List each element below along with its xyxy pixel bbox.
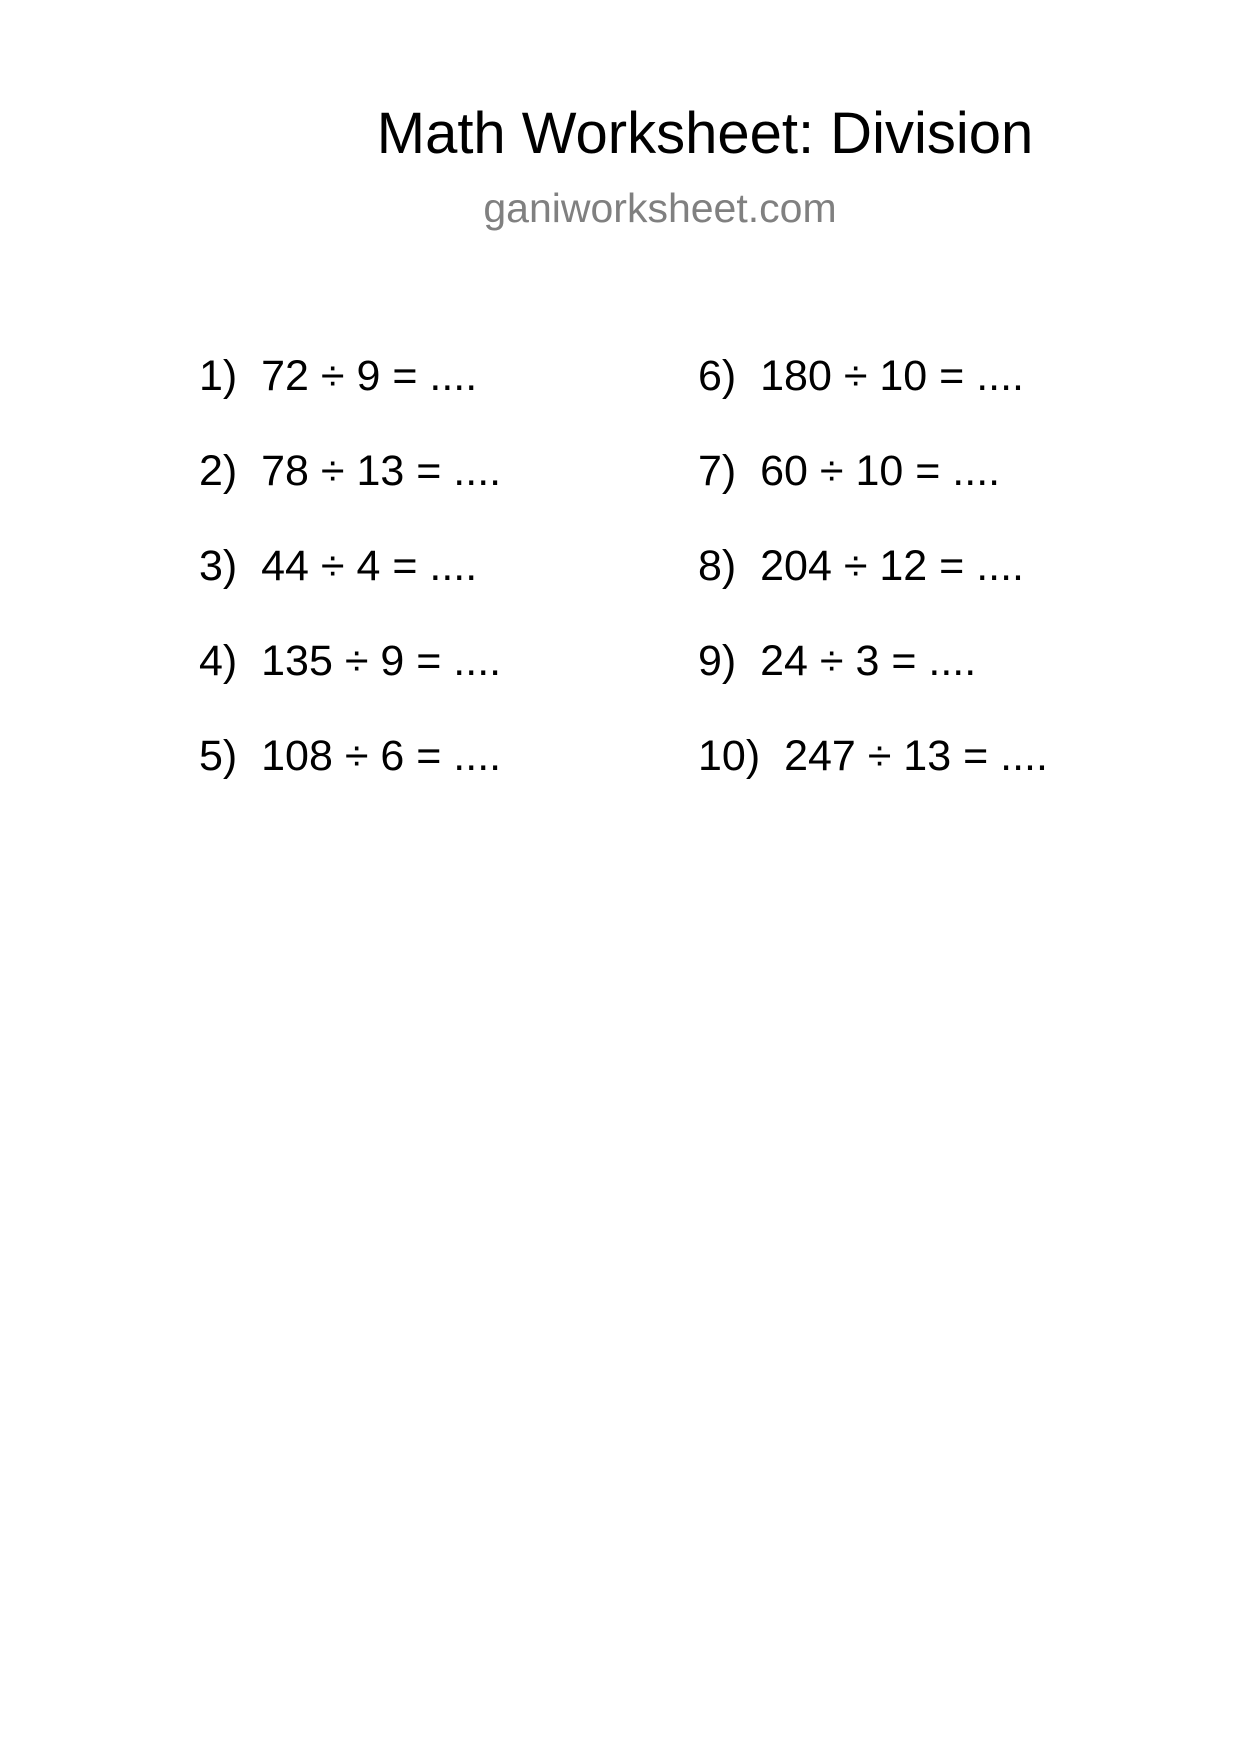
problem-expression: 247 ÷ 13 = .... xyxy=(784,732,1048,780)
problem-item xyxy=(698,730,1048,825)
worksheet-title: Math Worksheet: Division xyxy=(376,101,1034,166)
problem-item xyxy=(199,445,501,540)
problem-number: 4) xyxy=(199,637,238,685)
problem-number: 7) xyxy=(698,447,737,495)
problem-expression: 24 ÷ 3 = .... xyxy=(760,637,977,685)
problem-number: 8) xyxy=(698,542,737,590)
problem-number: 3) xyxy=(199,542,238,590)
problem-item xyxy=(199,635,501,730)
problem-number: 2) xyxy=(199,447,238,495)
problem-expression: 72 ÷ 9 = .... xyxy=(261,352,478,400)
problems-right-column xyxy=(698,350,1048,825)
problem-item xyxy=(199,540,501,635)
problem-number: 10) xyxy=(698,732,761,780)
problem-expression: 135 ÷ 9 = .... xyxy=(261,637,502,685)
problem-expression: 108 ÷ 6 = .... xyxy=(261,732,502,780)
problem-number: 6) xyxy=(698,352,737,400)
problem-item xyxy=(698,445,1048,540)
problem-expression: 180 ÷ 10 = .... xyxy=(760,352,1024,400)
problem-item xyxy=(698,635,1048,730)
problem-item xyxy=(698,540,1048,635)
problem-number: 9) xyxy=(698,637,737,685)
problem-item xyxy=(199,730,501,825)
problem-expression: 44 ÷ 4 = .... xyxy=(261,542,478,590)
problem-expression: 204 ÷ 12 = .... xyxy=(760,542,1024,590)
problems-left-column xyxy=(199,350,501,825)
problem-expression: 60 ÷ 10 = .... xyxy=(760,447,1001,495)
problem-expression: 78 ÷ 13 = .... xyxy=(261,447,502,495)
source-website: ganiworksheet.com xyxy=(483,185,837,231)
problem-number: 5) xyxy=(199,732,238,780)
problem-item xyxy=(698,350,1048,445)
problem-number: 1) xyxy=(199,352,238,400)
problem-item xyxy=(199,350,501,445)
